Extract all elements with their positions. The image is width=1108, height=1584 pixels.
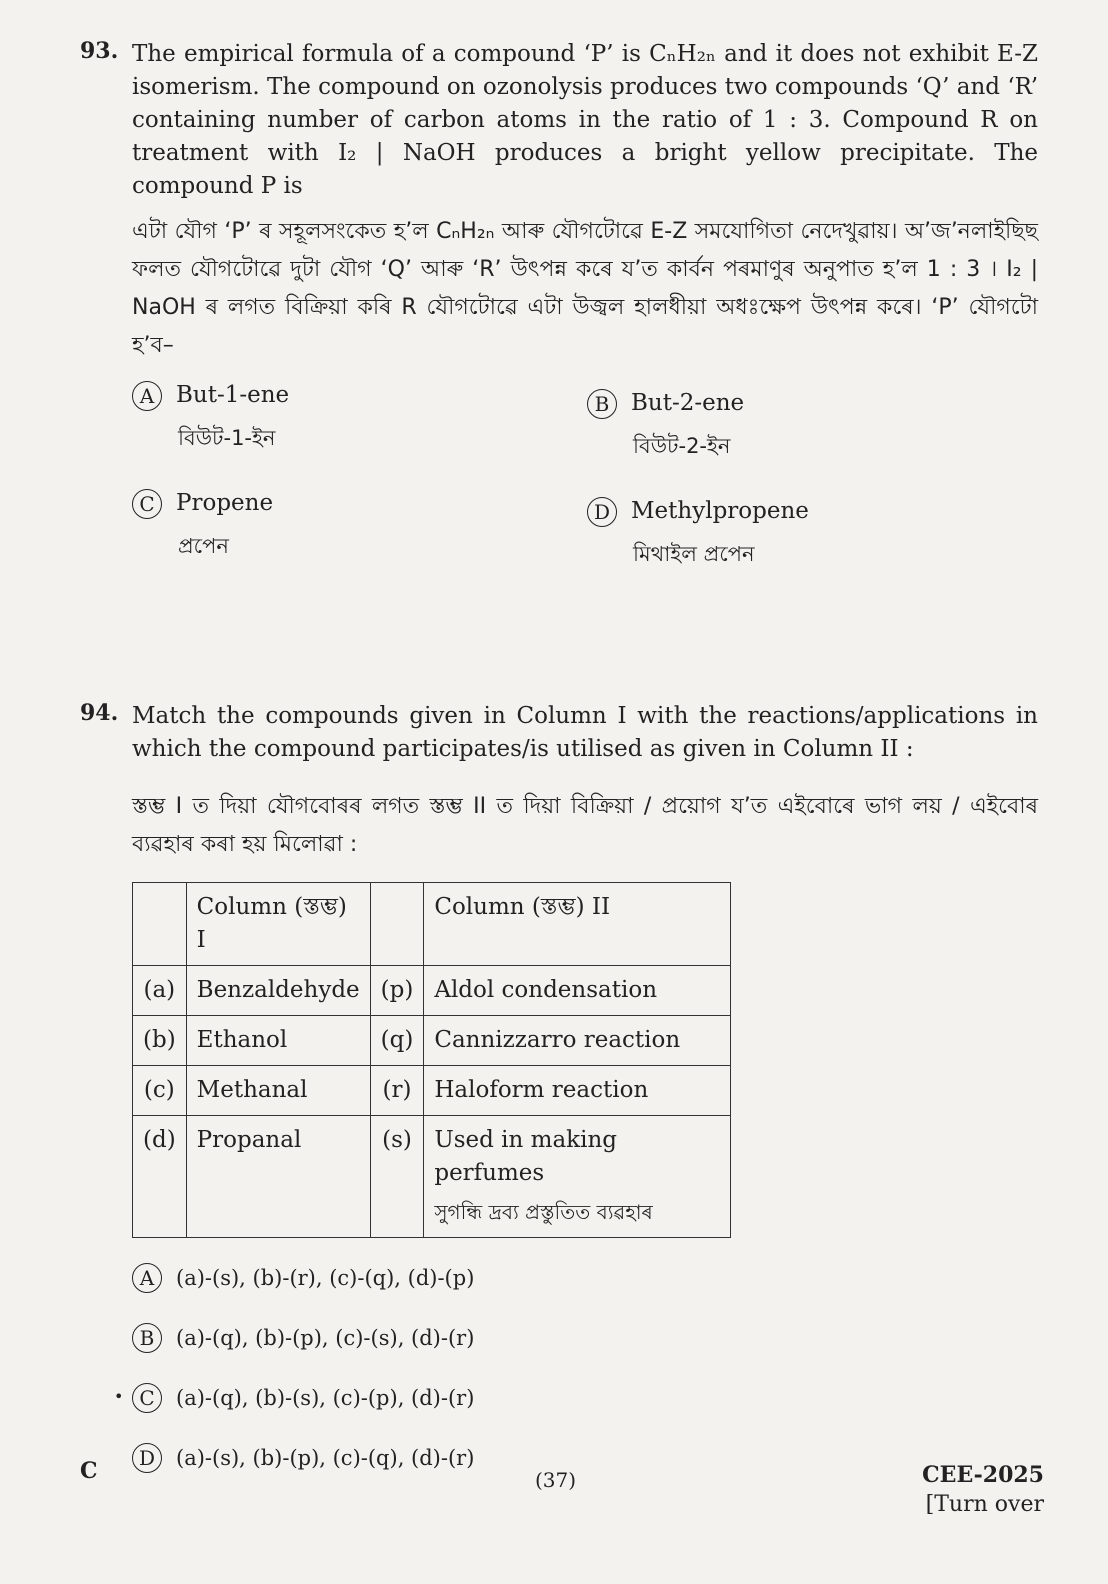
table-row bbox=[133, 1116, 731, 1238]
option-letter-circle: B bbox=[132, 1323, 162, 1353]
table-row bbox=[133, 1016, 731, 1066]
row-label: (r) bbox=[370, 1066, 424, 1116]
option-text-assamese: প্ৰপেন bbox=[178, 534, 229, 558]
table-row bbox=[133, 966, 731, 1016]
option-letter-circle: D bbox=[132, 1443, 162, 1473]
question-text-assamese: এটা যৌগ ‘P’ ৰ সহূলসংকেত হ’ল CₙH₂ₙ আৰু যৌগটোৱে E-Z সমযোগিতা নেদেখুৱায়। অ’জ’নলাইছিছ ফলত যৌগটোৱে দুটা যৌগ ‘Q’ আৰু ‘R’ উৎপন্ন কৰে য’ত কাৰ্বন পৰমাণুৰ অনুপাত হ’ল 1 : 3 । I₂ | NaOH ৰ লগত বিক্ৰিয়া কৰি R যৌগটোৱে এটা উজ্বল হালধীয়া অধঃক্ষেপ উৎপন্ন কৰে। ‘P’ যৌগটো হ’ব– bbox=[132, 219, 1038, 358]
row-label: (p) bbox=[370, 966, 424, 1016]
option-text: Propene bbox=[176, 490, 274, 516]
table-header-row bbox=[133, 883, 731, 966]
option-text: (a)-(q), (b)-(s), (c)-(p), (d)-(r) bbox=[176, 1385, 475, 1410]
table-row bbox=[133, 1066, 731, 1116]
option-text-assamese: বিউট-2-ইন bbox=[633, 434, 731, 458]
question-number: 94. bbox=[80, 700, 119, 726]
reaction-text: Used in making perfumes bbox=[434, 1127, 618, 1186]
compound-cell: Ethanol bbox=[186, 1016, 370, 1066]
option-c[interactable] bbox=[132, 1368, 1038, 1428]
set-code: C bbox=[80, 1458, 98, 1484]
option-letter-circle: D bbox=[587, 497, 617, 527]
question-text-english: The empirical formula of a compound ‘P’ is CₙH₂ₙ and it does not exhibit E-Z isomerism. The compound on ozonolysis produces two compounds ‘Q’ and ‘R’ containing number of carbon atoms in the ratio of 1 : 3. Compound R on treatment with I₂ | NaOH produces a bright yellow precipitate. The compound P is bbox=[132, 41, 1038, 199]
match-table bbox=[132, 882, 731, 1238]
option-text: (a)-(q), (b)-(p), (c)-(s), (d)-(r) bbox=[176, 1325, 475, 1350]
column-header-1: Column (স্তম্ভ) I bbox=[186, 883, 370, 966]
option-text: Methylpropene bbox=[631, 498, 809, 524]
compound-cell: Methanal bbox=[186, 1066, 370, 1116]
option-list bbox=[132, 379, 1038, 579]
option-text: (a)-(s), (b)-(p), (c)-(q), (d)-(r) bbox=[176, 1445, 475, 1470]
row-label: (c) bbox=[133, 1066, 187, 1116]
option-d[interactable] bbox=[132, 1428, 1038, 1488]
row-label: (d) bbox=[133, 1116, 187, 1238]
option-b[interactable] bbox=[132, 1308, 1038, 1368]
option-text: But-2-ene bbox=[631, 390, 745, 416]
option-b[interactable] bbox=[587, 387, 1007, 463]
question-94 bbox=[80, 700, 1038, 1488]
option-c[interactable] bbox=[132, 487, 552, 563]
question-number: 93. bbox=[80, 38, 119, 64]
stray-mark-dot: • bbox=[114, 1387, 124, 1406]
option-a[interactable] bbox=[132, 1248, 1038, 1308]
option-text-assamese: বিউট-1-ইন bbox=[178, 426, 276, 450]
option-list bbox=[132, 1248, 1038, 1488]
option-text: (a)-(s), (b)-(r), (c)-(q), (d)-(p) bbox=[176, 1265, 475, 1290]
column-header-2: Column (স্তম্ভ) II bbox=[424, 883, 731, 966]
option-text: But-1-ene bbox=[176, 382, 290, 408]
option-text-assamese: মিথাইল প্ৰপেন bbox=[633, 542, 755, 566]
compound-cell: Propanal bbox=[186, 1116, 370, 1238]
option-letter-circle: A bbox=[132, 381, 162, 411]
option-letter-circle: B bbox=[587, 389, 617, 419]
question-text-assamese: স্তম্ভ I ত দিয়া যৌগবোৰৰ লগত স্তম্ভ II ত দিয়া বিক্ৰিয়া / প্ৰয়োগ য’ত এইবোৰে ভাগ লয় / এইবোৰ ব্যৱহাৰ কৰা হয় মিলোৱা : bbox=[132, 794, 1038, 857]
row-label: (a) bbox=[133, 966, 187, 1016]
exam-code: CEE-2025 bbox=[922, 1462, 1044, 1488]
row-label: (q) bbox=[370, 1016, 424, 1066]
reaction-cell: Cannizzarro reaction bbox=[424, 1016, 731, 1066]
question-93 bbox=[80, 38, 1038, 579]
reaction-cell bbox=[424, 1116, 731, 1238]
option-letter-circle: C bbox=[132, 489, 162, 519]
turn-over-note: [Turn over bbox=[925, 1492, 1044, 1517]
row-label: (b) bbox=[133, 1016, 187, 1066]
reaction-cell: Haloform reaction bbox=[424, 1066, 731, 1116]
footer-exam-info bbox=[922, 1460, 1044, 1520]
reaction-text-assamese: সুগন্ধি দ্ৰব্য প্ৰস্তুতিত ব্যৱহাৰ bbox=[434, 1200, 653, 1224]
option-d[interactable] bbox=[587, 495, 1007, 571]
reaction-cell: Aldol condensation bbox=[424, 966, 731, 1016]
option-letter-circle: C bbox=[132, 1383, 162, 1413]
option-letter-circle: A bbox=[132, 1263, 162, 1293]
compound-cell: Benzaldehyde bbox=[186, 966, 370, 1016]
question-text-english: Match the compounds given in Column I with the reactions/applications in which the compound participates/is utilised as given in Column II : bbox=[132, 703, 1038, 762]
option-a[interactable] bbox=[132, 379, 552, 455]
page-number: (37) bbox=[535, 1468, 577, 1492]
row-label: (s) bbox=[370, 1116, 424, 1238]
